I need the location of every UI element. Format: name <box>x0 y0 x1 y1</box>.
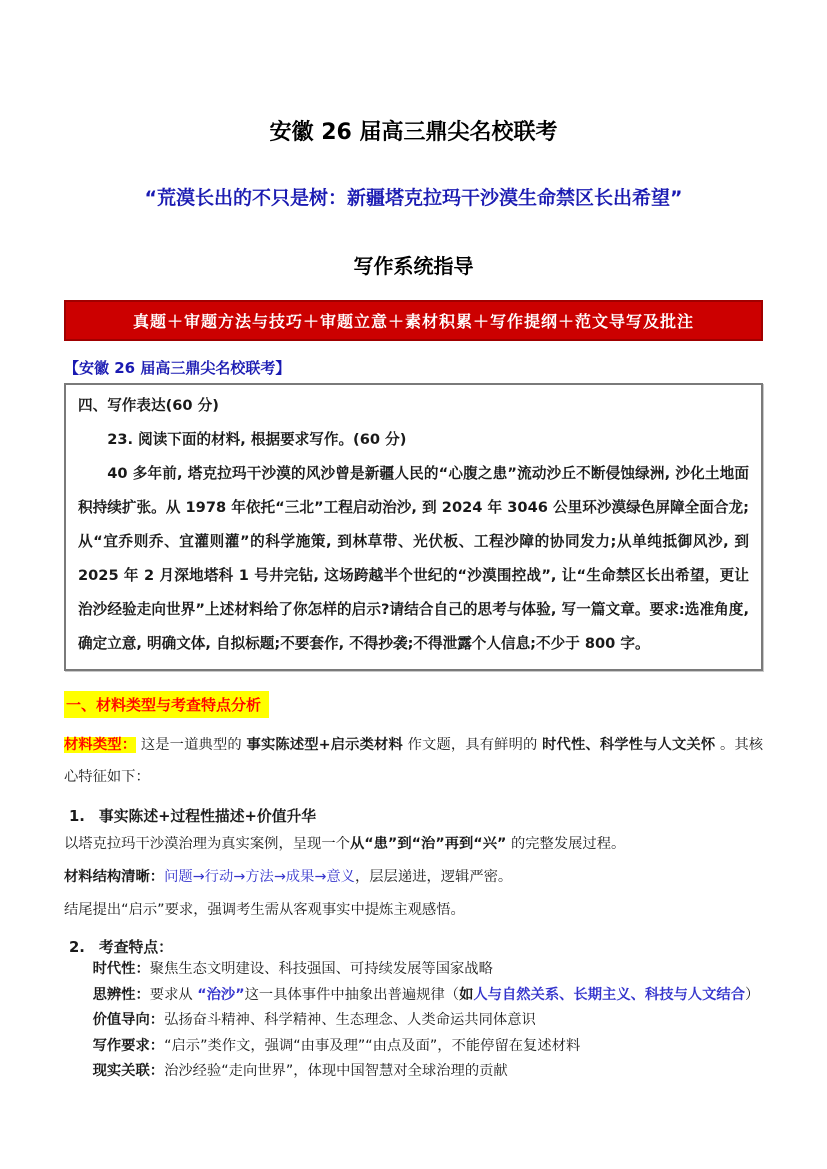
point2-feature-list <box>64 957 763 1085</box>
text-run: 聚焦生态文明建设、科技强国、可持续发展等国家战略 <box>149 961 493 977</box>
material-type-paragraph <box>64 729 763 793</box>
text-run: 这是一道典型的 <box>140 737 242 753</box>
main-title: 安徽 26 届高三鼎尖名校联考 <box>269 120 558 145</box>
emphasis-fact-type: 事实陈述型+启示类材料 <box>246 737 403 753</box>
feature-req-label: 写作要求： <box>92 1037 165 1054</box>
feature-reality <box>64 1059 763 1085</box>
analysis-section-heading: 一、材料类型与考查特点分析 <box>64 691 269 718</box>
structure-chain-blue: 问题→行动→方法→成果→意义 <box>164 869 355 885</box>
feature-era-label: 时代性： <box>92 961 150 977</box>
text-run: 要求从 <box>149 986 198 1003</box>
text-run: ，层层递进，逻辑严密。 <box>354 869 513 885</box>
feature-era <box>64 957 763 983</box>
emphasis-ru: 如 <box>459 986 474 1003</box>
question-section-title: 四、写作表达(60 分) <box>78 397 219 414</box>
text-run: 作文题，具有鲜明的 <box>407 737 538 753</box>
feature-requirement <box>64 1034 763 1060</box>
text-run: 这一具体事件中抽象出普遍规律（ <box>244 986 460 1003</box>
text-run: 。其核心特征如下： <box>64 737 764 785</box>
feature-speculative <box>64 983 763 1009</box>
feature-value <box>64 1008 763 1034</box>
feature-real-label: 现实关联： <box>92 1063 165 1079</box>
text-run: 弘扬奋斗精神、科学精神、生态理念、人类命运共同体意识 <box>164 1012 536 1028</box>
point1-heading <box>64 805 763 826</box>
text-run: 以塔克拉玛干沙漠治理为真实案例，呈现一个 <box>64 836 350 852</box>
text-run: 治沙经验“走向世界”，体现中国智慧对全球治理的贡献 <box>164 1063 508 1079</box>
text-run: ） <box>745 986 760 1003</box>
point2-number: 2. <box>69 939 85 956</box>
case-line <box>64 828 763 861</box>
feature-value-label: 价值导向： <box>92 1012 165 1028</box>
emphasis-themes-blue: 人与自然关系、长期主义、科技与人文结合 <box>473 986 745 1003</box>
feature-spec-label: 思辨性： <box>92 986 150 1003</box>
subtitle-blue: “荒漠长出的不只是树：新疆塔克拉玛干沙漠生命禁区长出希望” <box>144 187 683 209</box>
analysis-section <box>64 691 763 718</box>
question-material-paragraph: 40 多年前, 塔克拉玛干沙漠的风沙曾是新疆人民的“心腹之患”流动沙丘不断侵蚀绿洲, 沙化土地面积持续扩张。从 1978 年依托“三北”工程启动治沙, 到 2024 年 3046 公里环沙漠绿色屏障全面合龙;从“宜乔则乔、宜灌则灌”的科学施策, 到林草带、光伏板、工程沙障的协同发力;从单纯抵御风沙, 到 2025 年 2 月深地塔科 1 号井完钻, 这场跨越半个世纪的“沙漠围控战”, 让“生命禁区长出希望，更让治沙经验走向世界”上述材料给了你怎样的启示?请结合自己的思考与体验, 写一篇文章。要求:选准角度, 确定立意, 明确文体, 自拟标题;不要套作, 不得抄袭;不得泄露个人信息;不少于 800 字。 <box>78 465 749 652</box>
emphasis-process: 从“患”到“治”再到“兴” <box>349 836 507 852</box>
exam-source-label: 【安徽 26 届高三鼎尖名校联考】 <box>64 359 291 377</box>
text-run: “启示”类作文，强调“由事及理”“由点及面”，不能停留在复述材料 <box>164 1037 581 1054</box>
banner-text: 真题＋审题方法与技巧＋审题立意＋素材积累＋写作提纲＋范文导写及批注 <box>132 312 694 331</box>
text-run: 的完整发展过程。 <box>506 836 626 852</box>
structure-line <box>64 861 763 894</box>
point1-body <box>64 828 763 927</box>
emphasis-qualities: 时代性、科学性与人文关怀 <box>542 737 716 753</box>
question-number-line: 23. 阅读下面的材料, 根据要求写作。(60 分) <box>107 431 407 448</box>
emphasis-zhisha-blue: “治沙” <box>197 986 245 1003</box>
structure-label: 材料结构清晰： <box>64 869 165 885</box>
ending-line: 结尾提出“启示”要求，强调考生需从客观事实中提炼主观感悟。 <box>64 902 465 918</box>
material-type-label: 材料类型： <box>64 737 137 753</box>
point2-heading <box>64 936 763 957</box>
subtitle-writing-guide: 写作系统指导 <box>353 254 474 278</box>
point1-number: 1. <box>69 808 85 825</box>
point1-title-text: 事实陈述+过程性描述+价值升华 <box>98 808 317 825</box>
red-banner <box>64 300 763 341</box>
point2-title-text: 考查特点： <box>98 939 173 956</box>
question-box <box>64 383 763 671</box>
